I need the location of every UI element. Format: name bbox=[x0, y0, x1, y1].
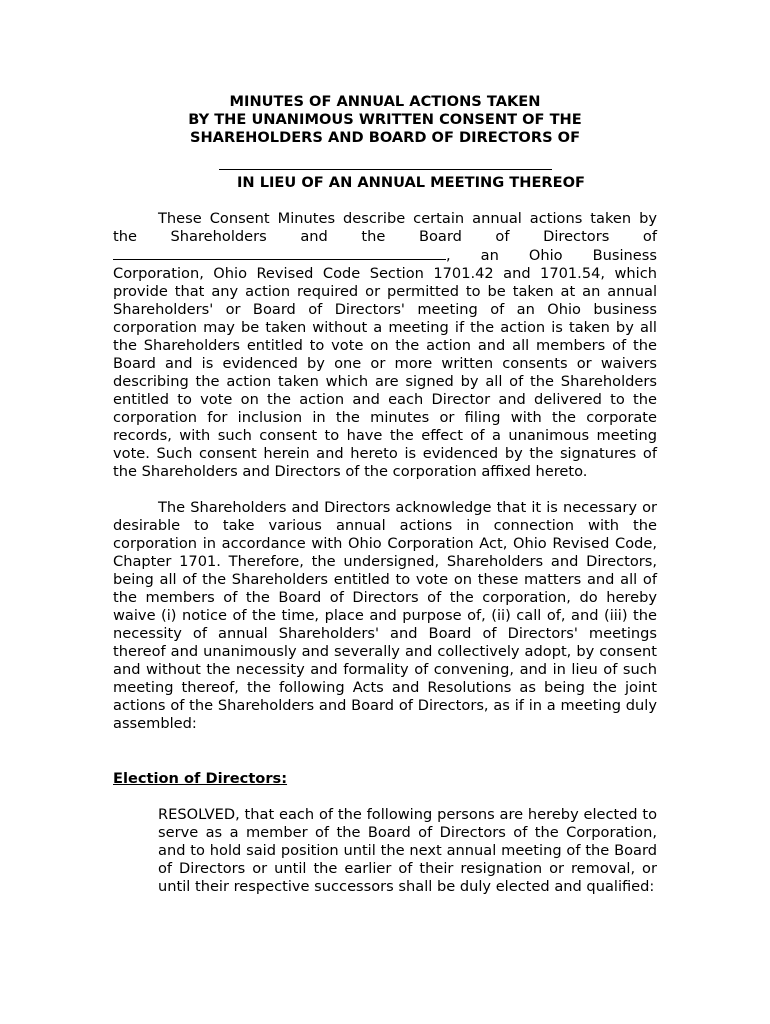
title-line-4: IN LIEU OF AN ANNUAL MEETING THEREOF bbox=[236, 174, 586, 191]
corporation-name-blank bbox=[219, 152, 552, 170]
paragraph-acknowledgement: The Shareholders and Directors acknowledge that it is necessary or desirable to take various annual actions in connection with the corporation in accordance with Ohio Corporation Act, Ohio Revised Code, Chapter 1701. Therefore, the undersigned, Shareholders and Directors, being all of the Shareholders entitled to vote on these matters and all of the members of the Board of Directors of the corporation, do hereby waive (i) notice of the time, place and purpose of, (ii) call of, and (iii) the necessity of annual Shareholders' and Board of Directors' meetings thereof and unanimously and severally and collectively adopt, by consent and without the necessity and formality of convening, and in lieu of such meeting thereof, the following Acts and Resolutions as being the joint actions of the Shareholders and Board of Directors, as if in a meeting duly assembled: bbox=[113, 499, 657, 732]
paragraph1-text-a: These Consent Minutes describe certain annual actions taken by the Shareholders and the Board of Directors of bbox=[113, 210, 657, 245]
resolution-election-of-directors: RESOLVED, that each of the following persons are hereby elected to serve as a member of the Board of Directors of the Corporation, and to hold said position until the next annual meeting of the Board of Directors or until the earlier of their resignation or removal, or until their respective successors shall be duly elected and qualified: bbox=[158, 806, 657, 895]
title-line-1: MINUTES OF ANNUAL ACTIONS TAKEN bbox=[229, 93, 541, 110]
section-heading-election: Election of Directors: bbox=[113, 770, 288, 787]
corporation-name-inline-blank bbox=[113, 246, 446, 260]
document-title bbox=[113, 93, 657, 147]
title-line-2: BY THE UNANIMOUS WRITTEN CONSENT OF THE bbox=[188, 111, 582, 128]
paragraph1-text-b: , an Ohio Business Corporation, Ohio Revised Code Section 1701.42 and 1701.54, which provide that any action required or permitted to be taken at an annual Shareholders' or Board of Directors' meeting of an Ohio business corporation may be taken without a meeting if the action is taken by all the Shareholders entitled to vote on the action and all members of the Board and is evidenced by one or more written consents or waivers describing the action taken which are signed by all of the Shareholders entitled to vote on the action and each Director and delivered to the corporation for inclusion in the minutes or filing with the corporate records, with such consent to have the effect of a unanimous meeting vote. Such consent herein and hereto is evidenced by the signatures of the Shareholders and Directors of the corporation affixed hereto. bbox=[113, 247, 657, 480]
paragraph-consent-minutes bbox=[113, 210, 657, 481]
document-body bbox=[113, 93, 657, 896]
title-line-3: SHAREHOLDERS AND BOARD OF DIRECTORS OF bbox=[189, 129, 581, 146]
